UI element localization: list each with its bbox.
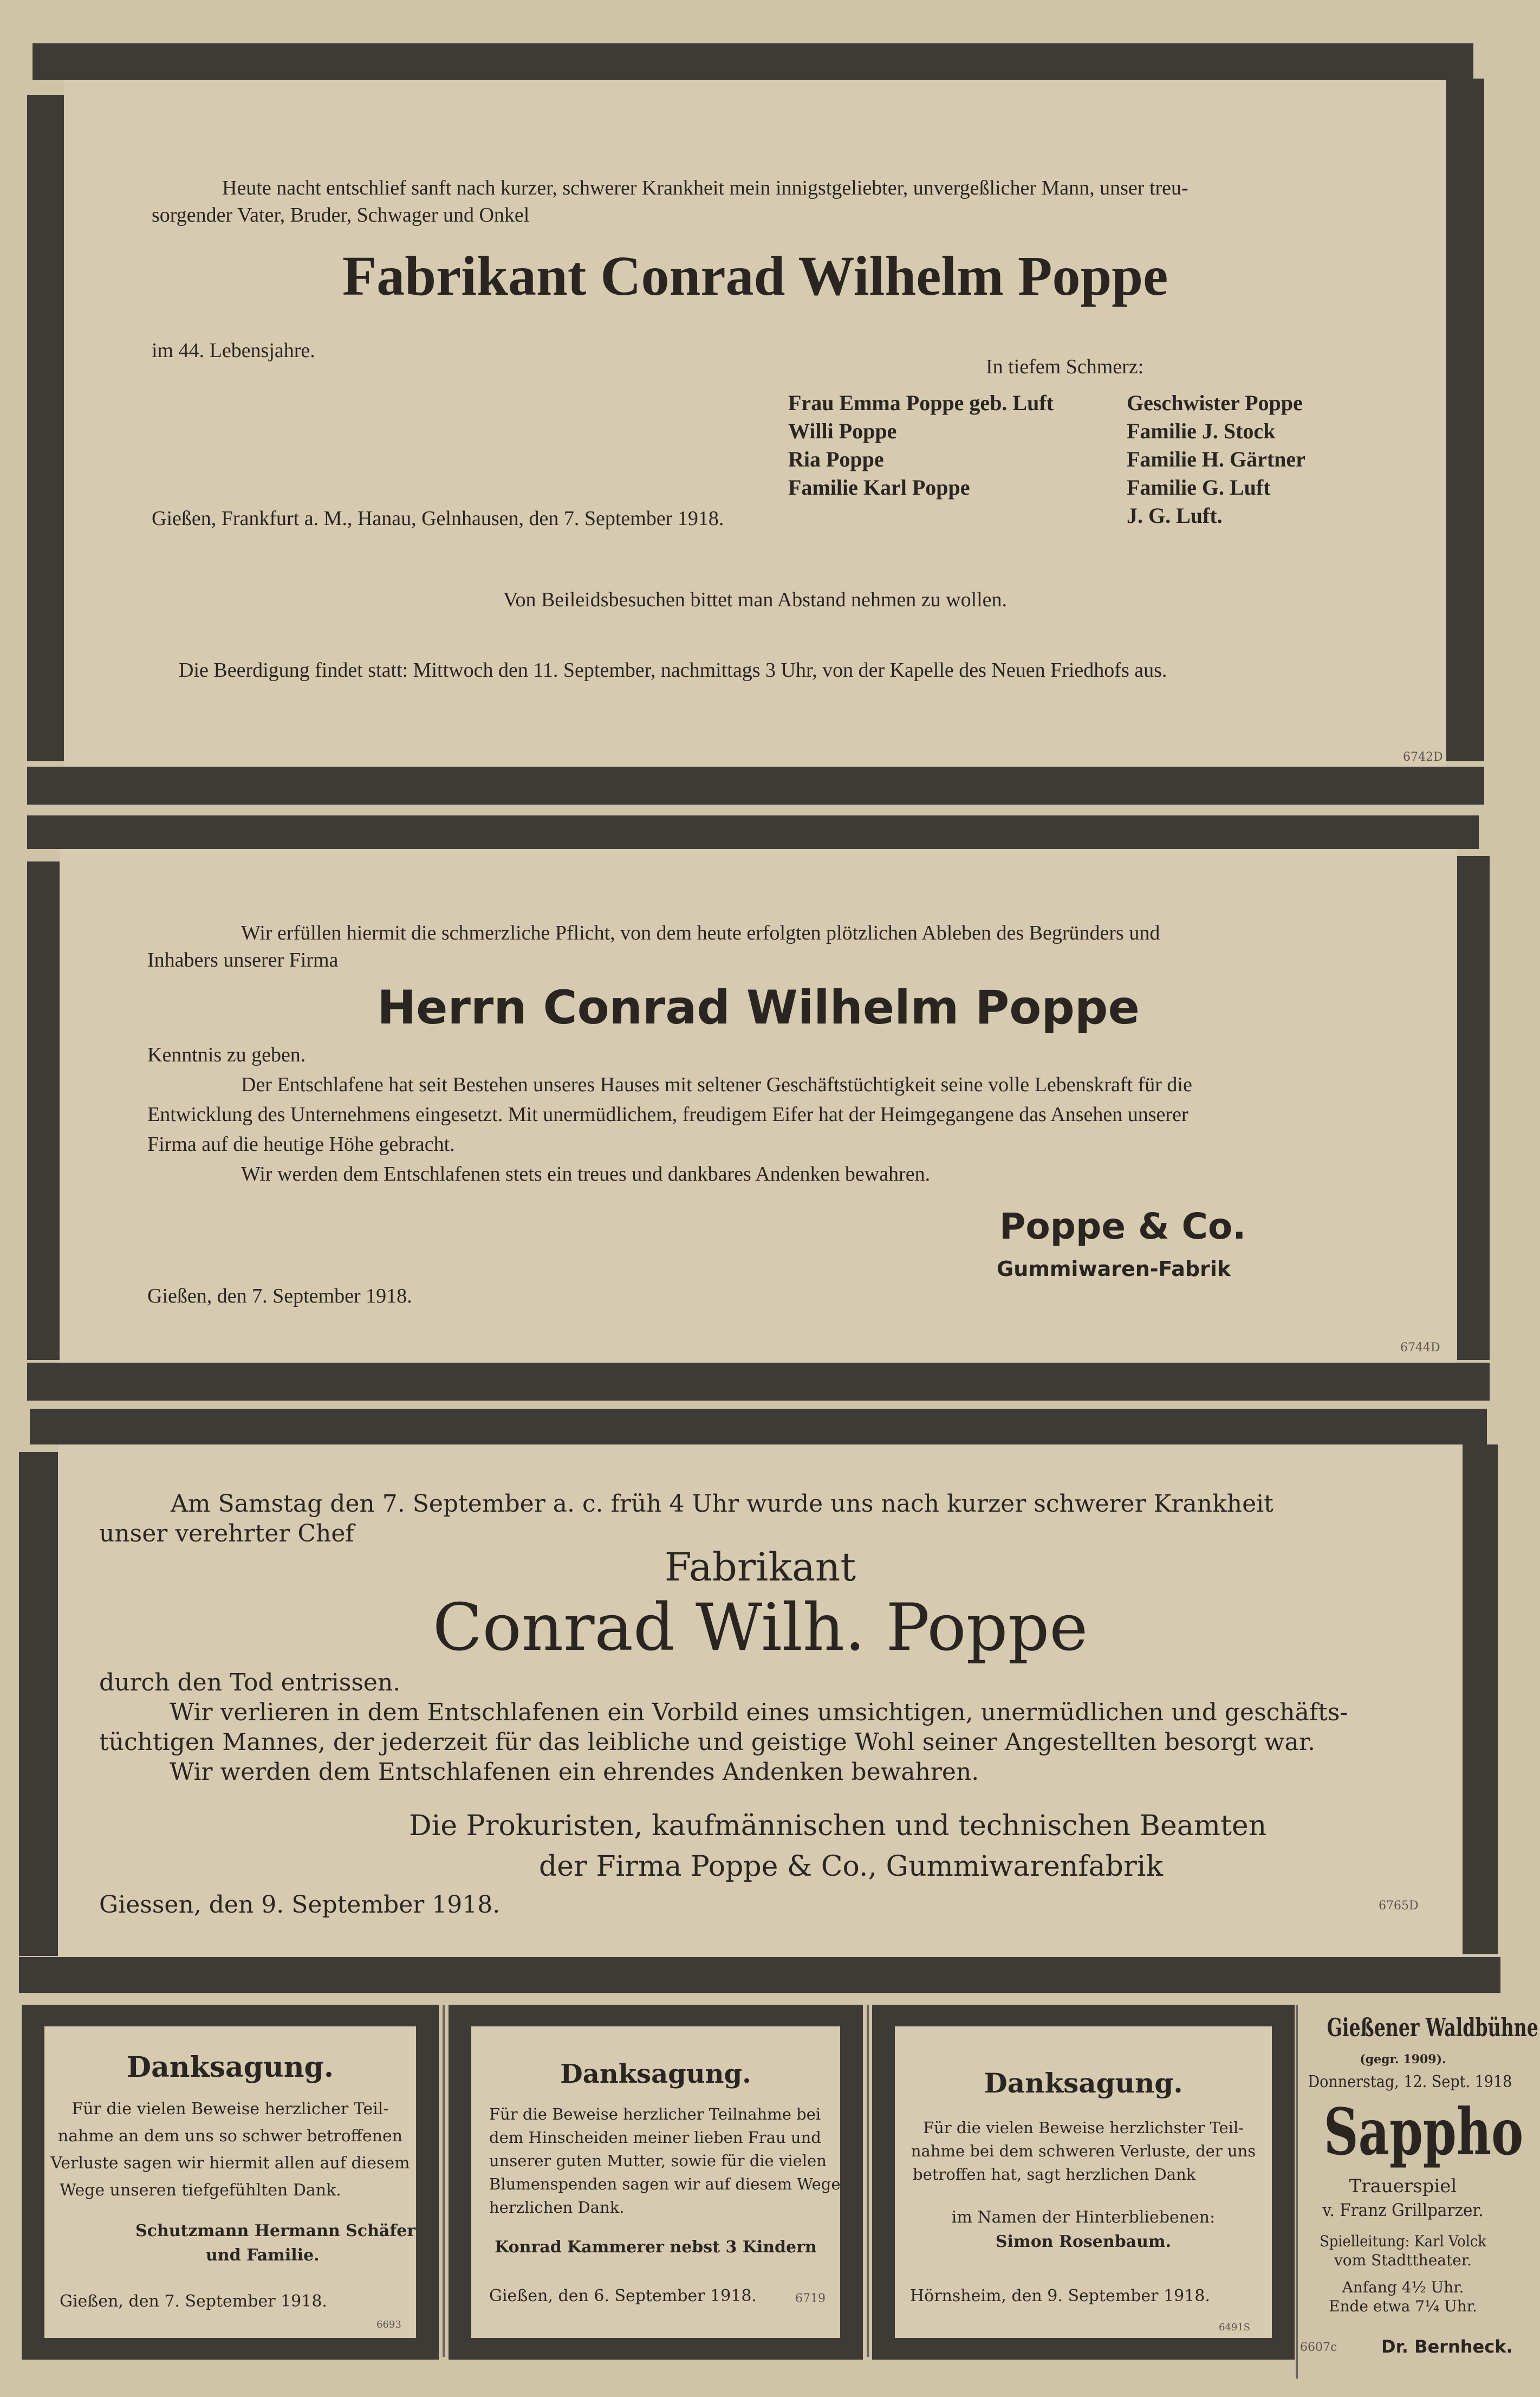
border-top [33, 43, 1473, 80]
obituary-staff [19, 1409, 1500, 1994]
obituary-company [27, 815, 1495, 1403]
ad-code: 6719 [795, 2292, 826, 2305]
text-line-3: betroffen hat, sagt herzlichen Dank [913, 2165, 1196, 2184]
border-bottom [27, 1363, 1490, 1401]
firm-name: Poppe & Co. [999, 1206, 1246, 1247]
border-left [27, 95, 64, 761]
border-bottom [449, 2338, 863, 2360]
signature-2: Simon Rosenbaum. [995, 2232, 1172, 2251]
text-line-2: nahme an dem uns so schwer betroffenen [57, 2127, 403, 2146]
deceased-name: Fabrikant Conrad Wilhelm Poppe [342, 245, 1168, 307]
visits-note: Von Beileidsbesuchen bittet man Abstand nehmen zu wollen. [503, 588, 1008, 611]
ad-code: 6765D [1379, 1899, 1419, 1913]
body-1: Der Entschlafene hat seit Bestehen unseres Hauses mit seltener Geschäftstüchtigkeit seine volle Lebenskraft für die [241, 1073, 1192, 1096]
ad-code: 6607c [1300, 2341, 1337, 2354]
start-time: Anfang 4½ Uhr. [1342, 2278, 1464, 2296]
thanks-kammerer [449, 2005, 863, 2360]
title: Danksagung. [984, 2067, 1183, 2099]
mourner-right-4: Familie G. Luft [1127, 475, 1271, 500]
text-line-4: Wege unseren tiefgefühlten Dank. [60, 2181, 341, 2200]
signature-2: der Firma Poppe & Co., Gummiwarenfabrik [539, 1850, 1163, 1883]
signature-2: und Familie. [206, 2246, 320, 2265]
age-note: im 44. Lebensjahre. [152, 339, 315, 362]
direction-1: Spielleitung: Karl Volck [1320, 2232, 1486, 2250]
theatre-ad [1297, 2005, 1538, 2373]
mourner-right-5: J. G. Luft. [1127, 503, 1223, 528]
signature: Konrad Kammerer nebst 3 Kindern [495, 2238, 817, 2257]
line-1: Am Samstag den 7. September a. c. früh 4 Uhr wurde uns nach kurzer schwerer Krankheit [171, 1490, 1273, 1518]
body-3: Wir werden dem Entschlafenen ein ehrendes Andenken bewahren. [170, 1758, 979, 1786]
body-3: Firma auf die heutige Höhe gebracht. [147, 1133, 455, 1156]
column-rule [1296, 2005, 1298, 2379]
mourner-left-1: Frau Emma Poppe geb. Luft [788, 391, 1054, 415]
line-1: Wir erfüllen hiermit die schmerzliche Pflicht, von dem heute erfolgten plötzlichen Ableben des Begründers und [241, 922, 1160, 944]
border-left [449, 2005, 471, 2360]
mourner-right-2: Familie J. Stock [1127, 419, 1276, 443]
grief-note: In tiefem Schmerz: [986, 355, 1144, 378]
place-date: Gießen, den 6. September 1918. [489, 2286, 757, 2305]
text-line-3: unserer guten Mutter, sowie für die vielen [489, 2152, 827, 2170]
performance-date: Donnerstag, 12. Sept. 1918 [1308, 2072, 1512, 2091]
border-top [872, 2005, 1295, 2026]
author: v. Franz Grillparzer. [1322, 2200, 1484, 2220]
signature-1: Die Prokuristen, kaufmännischen und technischen Beamten [409, 1810, 1267, 1842]
text-line-3: Verluste sagen wir hiermit allen auf diesem [50, 2154, 410, 2173]
border-top [27, 815, 1479, 849]
text-line-1: Für die vielen Beweise herzlicher Teil- [72, 2100, 389, 2119]
body-1: Wir verlieren in dem Entschlafenen ein Vorbild eines umsichtigen, unermüdlichen und geschäfts- [170, 1699, 1348, 1726]
mourner-left-3: Ria Poppe [788, 447, 884, 471]
place-date: Giessen, den 9. September 1918. [99, 1891, 501, 1919]
thanks-rosenbaum [872, 2005, 1295, 2360]
signature: Dr. Bernheck. [1381, 2336, 1513, 2357]
theatre-header: Gießener Waldbühne [1327, 2013, 1538, 2042]
funeral-note: Die Beerdigung findet statt: Mittwoch den 11. September, nachmittags 3 Uhr, von der Kapelle des Neuen Friedhofs aus. [179, 659, 1167, 682]
text-line-2: dem Hinscheiden meiner lieben Frau und [489, 2128, 821, 2147]
border-left [22, 2005, 44, 2360]
column-rule [443, 2005, 445, 2357]
direction-2: vom Stadttheater. [1334, 2251, 1472, 2269]
obituary-family [27, 43, 1490, 807]
border-bottom [22, 2338, 439, 2360]
end-time: Ende etwa 7¼ Uhr. [1329, 2297, 1477, 2315]
play-title: Sappho [1323, 2094, 1524, 2169]
border-top [449, 2005, 863, 2026]
mourner-right-1: Geschwister Poppe [1127, 391, 1303, 415]
ad-code: 6744D [1400, 1341, 1440, 1355]
title: Danksagung. [560, 2059, 751, 2089]
border-bottom [872, 2338, 1295, 2360]
ad-code: 6693 [376, 2319, 401, 2330]
deceased-name: Herrn Conrad Wilhelm Poppe [377, 981, 1140, 1035]
body-4: Wir werden dem Entschlafenen stets ein treues und dankbares Andenken bewahren. [241, 1163, 931, 1185]
body-2: Entwicklung des Unternehmens eingesetzt. Mit unermüdlichem, freudigem Eifer hat der Heimgegangene das Ansehen unserer [147, 1103, 1188, 1126]
border-top [30, 1409, 1487, 1444]
kenntnis: Kenntnis zu geben. [147, 1044, 306, 1066]
mourner-right-3: Familie H. Gärtner [1127, 447, 1305, 471]
text-line-4: Blumenspenden sagen wir auf diesem Wege [489, 2175, 841, 2193]
intro-line-2: sorgender Vater, Bruder, Schwager und Onkel [152, 204, 530, 226]
ad-code: 6491S [1219, 2322, 1251, 2333]
border-top [22, 2005, 439, 2026]
border-right [1272, 2005, 1295, 2360]
signature-1: im Namen der Hinterbliebenen: [951, 2208, 1216, 2227]
line-3: durch den Tod entrissen. [99, 1669, 401, 1696]
firm-subtitle: Gummiwaren-Fabrik [997, 1257, 1231, 1281]
border-left [872, 2005, 895, 2360]
border-right [1463, 1444, 1498, 1954]
body-2: tüchtigen Mannes, der jederzeit für das leibliche und geistige Wohl seiner Angestellten besorgt war. [99, 1728, 1315, 1756]
border-right [1457, 856, 1490, 1360]
place-date: Gießen, Frankfurt a. M., Hanau, Gelnhausen, den 7. September 1918. [152, 507, 724, 530]
text-line-1: Für die Beweise herzlicher Teilnahme bei [489, 2105, 821, 2123]
border-bottom [27, 767, 1484, 805]
border-bottom [19, 1957, 1500, 1993]
intro-line-1: Heute nacht entschlief sanft nach kurzer, schwerer Krankheit mein innigstgeliebter, unvergeßlicher Mann, unser treu- [222, 177, 1188, 199]
founded-note: (gegr. 1909). [1360, 2052, 1446, 2066]
place-date: Hörnsheim, den 9. September 1918. [910, 2286, 1210, 2305]
title: Danksagung. [126, 2051, 334, 2084]
line-2: Inhabers unserer Firma [147, 949, 339, 971]
title: Fabrikant [664, 1544, 856, 1590]
border-left [27, 861, 60, 1360]
text-line-1: Für die vielen Beweise herzlichster Teil- [922, 2119, 1244, 2137]
mourner-left-4: Familie Karl Poppe [788, 475, 970, 500]
deceased-name: Conrad Wilh. Poppe [432, 1590, 1088, 1666]
ad-code: 6742D [1403, 750, 1443, 764]
place-date: Gießen, den 7. September 1918. [147, 1285, 412, 1307]
genre: Trauerspiel [1349, 2175, 1457, 2197]
line-2: unser verehrter Chef [99, 1520, 354, 1547]
border-right [1446, 79, 1484, 761]
border-right [840, 2005, 863, 2360]
text-line-5: herzlichen Dank. [489, 2198, 625, 2217]
column-rule [867, 2005, 869, 2357]
thanks-schaefer [22, 2005, 439, 2360]
place-date: Gießen, den 7. September 1918. [60, 2292, 327, 2311]
border-left [19, 1452, 58, 1956]
mourner-left-2: Willi Poppe [788, 419, 897, 443]
border-right [416, 2005, 439, 2360]
text-line-2: nahme bei dem schweren Verluste, der uns [911, 2142, 1256, 2160]
signature-1: Schutzmann Hermann Schäfer [135, 2221, 416, 2240]
